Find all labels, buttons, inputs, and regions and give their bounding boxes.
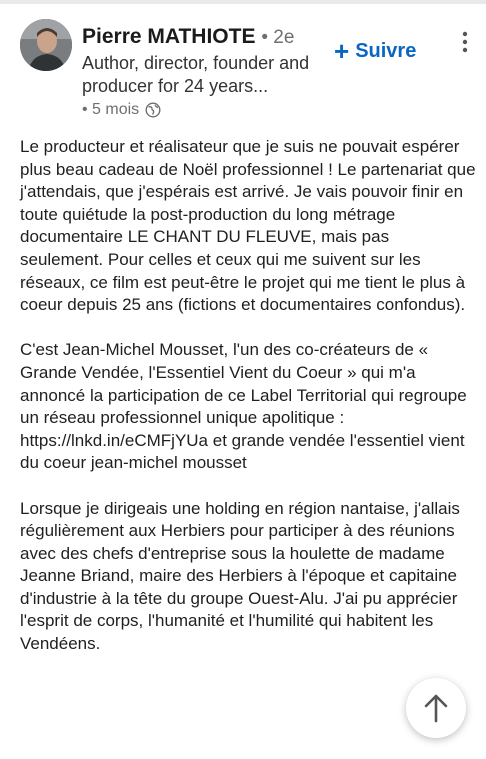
avatar[interactable] <box>20 19 72 71</box>
author-name[interactable]: Pierre MATHIOTE <box>82 25 256 48</box>
more-vertical-icon <box>455 30 475 54</box>
connection-degree: • 2e <box>261 27 295 48</box>
post-paragraph: Lorsque je dirigeais une holding en région nantaise, j'allais régulièrement aux Herbiers pour participer à des réunions avec des chefs d'entreprise sous la houlette de madame Jeanne Briand, maire des Herbiers à l'époque et capitaine d'industrie à la tête du groupe Ouest-Alu. J'ai pu apprécier l'esprit de corps, l'humanité et l'humilité qui habitent les Vendéens. <box>20 498 460 654</box>
arrow-up-icon <box>422 692 450 724</box>
post-time: • 5 mois <box>82 101 140 118</box>
post-paragraph: Le producteur et réalisateur que je suis ne pouvait espérer plus beau cadeau de Noël professionnel ! Le partenariat que j'attendais, que j'espérais est arrivé. Je vais pouvoir finir en toute quiétude la post-production du long métrage documentaire LE CHANT DU FLEUVE, mais pas seulement. Pour celles et ceux qui me suivent sur les réseaux, ce film est peut-être le projet qui me tient le plus à coeur depuis 25 ans (fictions et documentaires confondus). <box>20 137 476 315</box>
globe-icon <box>145 102 161 118</box>
author-headline: Author, director, founder and producer for 24 years... <box>82 53 310 96</box>
plus-icon: + <box>334 36 350 66</box>
scroll-to-top-button[interactable] <box>406 678 466 738</box>
post-text <box>20 136 476 678</box>
follow-button[interactable] <box>334 36 416 66</box>
more-options-button[interactable] <box>455 30 475 54</box>
post-meta <box>82 100 161 120</box>
follow-label: Suivre <box>355 39 417 62</box>
author-line <box>82 24 294 51</box>
post-paragraph: C'est Jean-Michel Mousset, l'un des co-créateurs de « Grande Vendée, l'Essentiel Vient du Coeur » qui m'a annoncé la participation de ce Label Territorial qui regroupe un réseau professionnel unique apolitique : https://lnkd.in/eCMFjYUa et grande vendée l'essentiel vient du coeur jean-michel mousset <box>20 340 467 473</box>
post-header <box>0 0 486 122</box>
avatar-photo <box>20 19 72 71</box>
